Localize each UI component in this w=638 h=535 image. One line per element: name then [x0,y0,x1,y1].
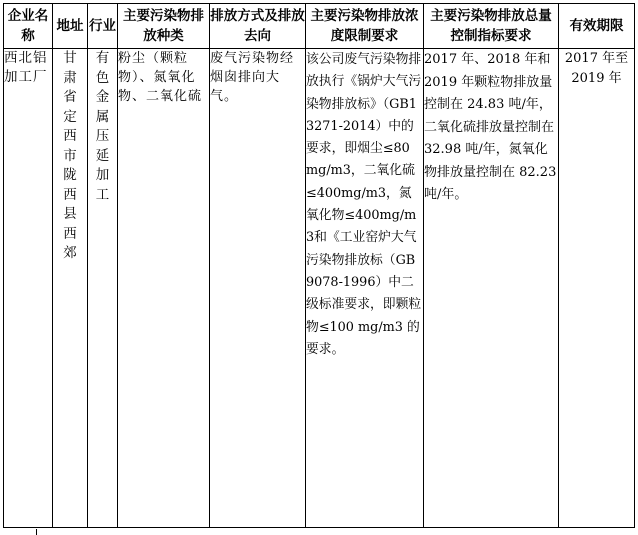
cell-limit: 该公司废气污染物排放执行《锅炉大气污染物排放标》（GB13271-2014）中的要求，即烟尘≤80 mg/m3，二氧化硫≤400mg/m3，氮氧化物≤400mg/m3和《工业窑炉大气污染物排放标（GB9078-1996）中二级标准要求，即颗粒物≤100 mg/m3 的要求。 [306,49,424,528]
header-company: 企业名称 [4,4,53,49]
header-quota: 主要污染物排放总量控制指标要求 [424,4,559,49]
header-industry: 行业 [88,4,118,49]
permit-table [3,3,635,528]
cell-industry [88,49,118,528]
industry-text: 有色金属压延加工 [95,50,110,203]
cell-pollutants: 粉尘（颗粒物）、氮氧化物、二氧化硫 [118,49,210,528]
cell-period: 2017 年至 2019 年 [559,49,635,528]
table-row [4,49,635,528]
location-text: 甘肃省定西市陇西县西郊 [63,50,77,261]
cell-location [53,49,88,528]
cell-method: 废气污染物经烟囱排向大气。 [210,49,306,528]
header-location: 地址 [53,4,88,49]
text-cursor-mark [36,529,37,535]
cell-company: 西北铝加工厂 [4,49,53,528]
cell-quota: 2017 年、2018 年和 2019 年颗粒物排放量控制在 24.83 吨/年，二氧化硫排放量控制在 32.98 吨/年，氮氧化物排放量控制在 82.23 吨/年。 [424,49,559,528]
header-row [4,4,635,49]
header-limit: 主要污染物排放浓度限制要求 [306,4,424,49]
header-method: 排放方式及排放去向 [210,4,306,49]
header-pollutants: 主要污染物排放种类 [118,4,210,49]
header-period: 有效期限 [559,4,635,49]
